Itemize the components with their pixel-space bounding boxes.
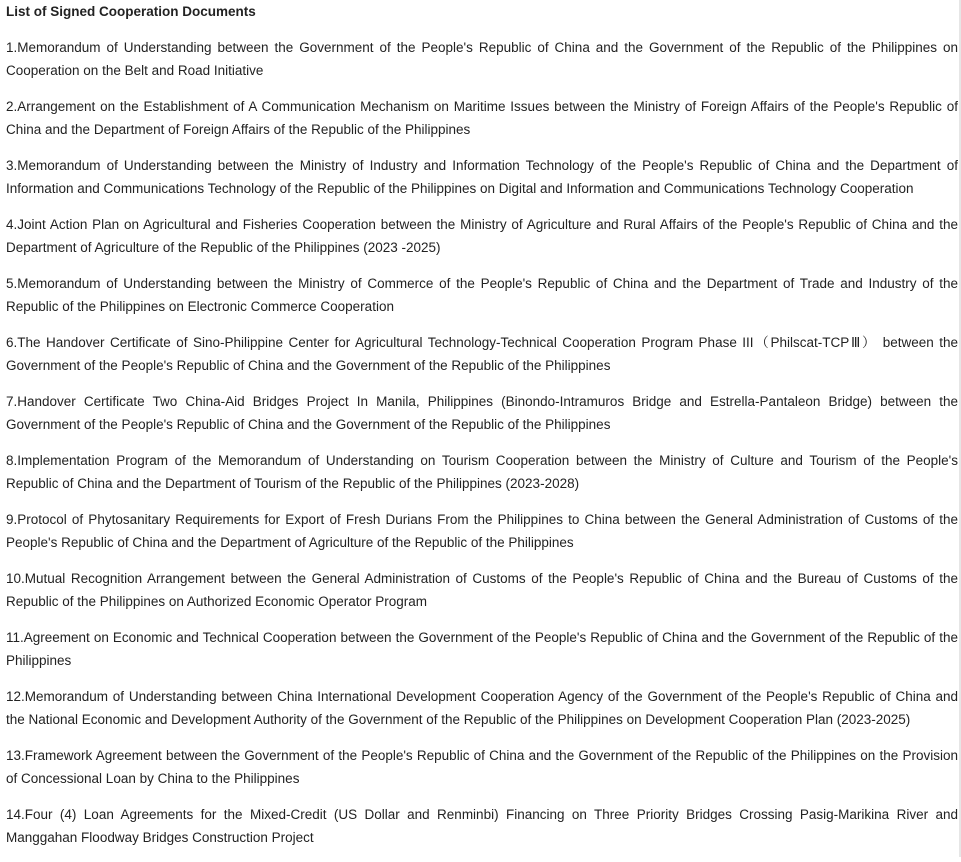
documents-list <box>6 36 958 862</box>
list-item-9: 9.Protocol of Phytosanitary Requirements for Export of Fresh Durians From the Philippines to China between the General Administration of Customs of the People's Republic of China and the Department of Agriculture of the Republic of the Philippines <box>6 512 958 550</box>
list-item-7: 7.Handover Certificate Two China-Aid Bridges Project In Manila, Philippines (Binondo-Intramuros Bridge and Estrella-Pantaleon Bridge) between the Government of the People's Republic of China and the Government of the Republic of the Philippines <box>6 394 958 432</box>
list-item-13: 13.Framework Agreement between the Government of the People's Republic of China and the Government of the Republic of the Philippines on the Provision of Concessional Loan by China to the Philippines <box>6 748 958 786</box>
list-item-2: 2.Arrangement on the Establishment of A Communication Mechanism on Maritime Issues between the Ministry of Foreign Affairs of the People's Republic of China and the Department of Foreign Affairs of the Republic of the Philippines <box>6 99 958 137</box>
list-item-1: 1.Memorandum of Understanding between the Government of the People's Republic of China and the Government of the Republic of the Philippines on Cooperation on the Belt and Road Initiative <box>6 40 958 78</box>
list-item-4: 4.Joint Action Plan on Agricultural and Fisheries Cooperation between the Ministry of Agriculture and Rural Affairs of the People's Republic of China and the Department of Agriculture of the Republic of the Philippines (2023 -2025) <box>6 217 958 255</box>
list-item-8: 8.Implementation Program of the Memorandum of Understanding on Tourism Cooperation between the Ministry of Culture and Tourism of the People's Republic of China and the Department of Tourism of the Republic of the Philippines (2023-2028) <box>6 453 958 491</box>
list-item-14: 14.Four (4) Loan Agreements for the Mixed-Credit (US Dollar and Renminbi) Financing on Three Priority Bridges Crossing Pasig-Marikina River and Manggahan Floodway Bridges Construction Project <box>6 807 958 845</box>
list-item-11: 11.Agreement on Economic and Technical Cooperation between the Government of the People's Republic of China and the Government of the Republic of the Philippines <box>6 630 958 668</box>
list-item-12: 12.Memorandum of Understanding between China International Development Cooperation Agency of the Government of the People's Republic of China and the National Economic and Development Authority of the Government of the Republic of the Philippines on Development Cooperation Plan (2023-2025) <box>6 689 958 727</box>
page-title: List of Signed Cooperation Documents <box>6 4 256 19</box>
list-item-10: 10.Mutual Recognition Arrangement between the General Administration of Customs of the People's Republic of China and the Bureau of Customs of the Republic of the Philippines on Authorized Economic Operator Program <box>6 571 958 609</box>
list-item-5: 5.Memorandum of Understanding between the Ministry of Commerce of the People's Republic of China and the Department of Trade and Industry of the Republic of the Philippines on Electronic Commerce Cooperation <box>6 276 958 314</box>
list-item-3: 3.Memorandum of Understanding between the Ministry of Industry and Information Technology of the People's Republic of China and the Department of Information and Communications Technology of the Republic of the Philippines on Digital and Information and Communications Technology Cooperation <box>6 158 958 196</box>
list-item-6: 6.The Handover Certificate of Sino-Philippine Center for Agricultural Technology-Technical Cooperation Program Phase III（Philscat-TCPⅢ） between the Government of the People's Republic of China and the Government of the Republic of the Philippines <box>6 335 958 373</box>
